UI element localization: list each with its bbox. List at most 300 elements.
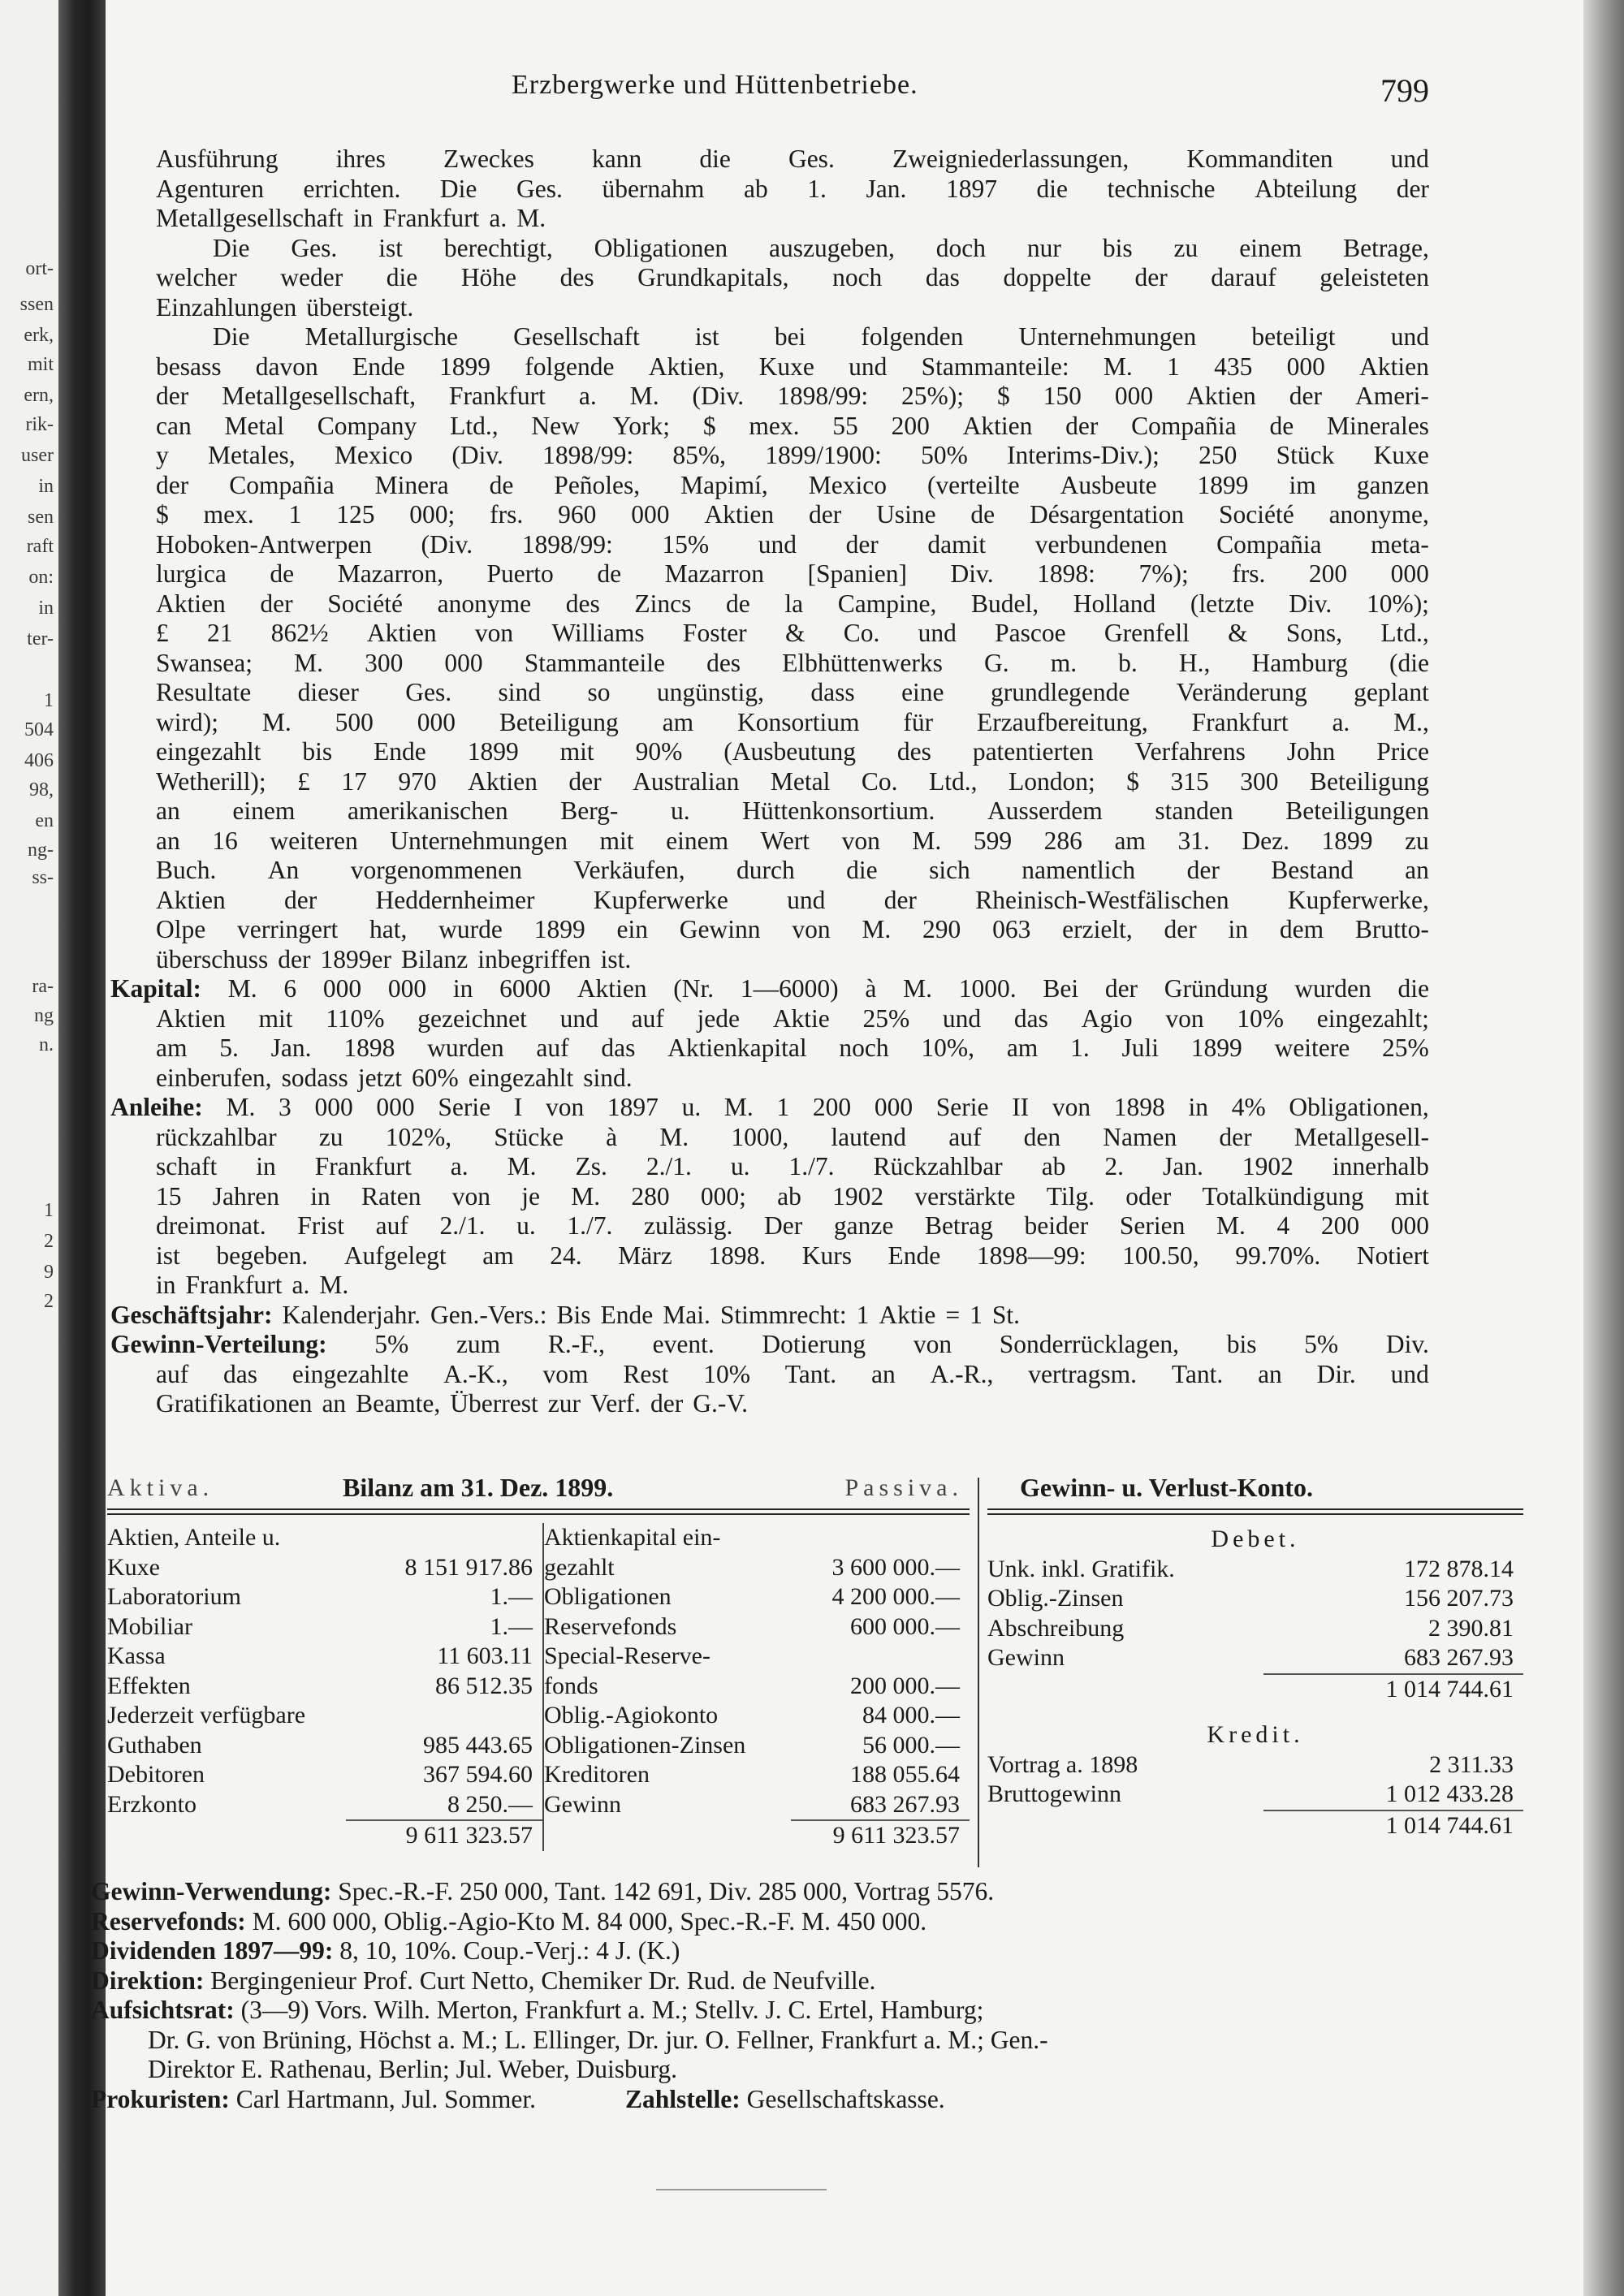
word: und (918, 619, 957, 647)
word: der (1164, 915, 1197, 943)
word: 1898/99: (542, 441, 634, 469)
table-row (544, 1553, 970, 1583)
word: von (545, 1093, 585, 1121)
word: Ges. (516, 174, 563, 203)
word: Bis (556, 1300, 591, 1329)
word: hat, (369, 915, 408, 943)
word: Foster (682, 619, 747, 647)
word: a. (578, 382, 597, 410)
word: 862½ (270, 619, 329, 647)
word: 85%, (672, 441, 727, 469)
text-line (156, 1271, 1429, 1301)
text-line (156, 678, 1429, 708)
word: mex. (203, 500, 254, 529)
word: den (1023, 1122, 1061, 1151)
word: die (1036, 174, 1069, 203)
word: eingezahlt; (1316, 1003, 1429, 1033)
word: u. (516, 1211, 536, 1240)
word: Mai. (663, 1300, 710, 1329)
word: Anleihe: (110, 1093, 203, 1121)
table-row (544, 1790, 970, 1820)
word: Rückzahlbar (873, 1152, 1003, 1180)
word: Ende (888, 1241, 941, 1270)
word: Aktie (879, 1300, 936, 1329)
word: Ges. (405, 678, 452, 706)
word: Verkäufen, (573, 856, 685, 884)
word: doch (935, 233, 986, 262)
word: Betrage, (1343, 233, 1429, 262)
page-edge-shadow (1583, 0, 1624, 2296)
word: die (1397, 974, 1429, 1003)
word: Erzaufbereitung, (976, 707, 1148, 736)
word: Rest (623, 1359, 669, 1388)
word: Williams (551, 619, 645, 647)
word: M. (227, 974, 257, 1003)
word: lautend (831, 1122, 907, 1151)
word: die (699, 145, 731, 173)
word: 10%, (921, 1034, 975, 1062)
word: 100.50, (1122, 1241, 1199, 1270)
text-line (156, 322, 1429, 352)
word: Aktien (156, 1003, 226, 1033)
word: eingezahlte (292, 1359, 409, 1388)
footer-value: M. 600 000, Oblig.-Agio-Kto M. 84 000, Spec.-R.-F. M. 450 000. (245, 1906, 927, 1936)
footer-value: 8, 10, 10%. Coup.-Verj.: 4 J. (K.) (333, 1936, 680, 1965)
word: Bestand (1271, 856, 1354, 884)
word: Kupferwerke (593, 885, 728, 914)
word: doppelte (1003, 263, 1091, 291)
word: der (845, 529, 879, 559)
word: Mexico (808, 470, 887, 499)
row-amount (960, 1642, 970, 1672)
word: von (451, 1181, 490, 1211)
word: Metal (224, 411, 284, 440)
word: 2./1. (646, 1152, 692, 1180)
text-line (110, 974, 1429, 1004)
footer-key: Prokuristen: (91, 2084, 230, 2113)
word: der (156, 382, 189, 410)
word: des (706, 648, 741, 677)
word: $ (1126, 766, 1139, 796)
word: anonyme (437, 589, 532, 618)
word: Serien (1119, 1211, 1186, 1240)
word: auf (156, 1359, 189, 1388)
word: 000 (1390, 1211, 1429, 1240)
word: in (310, 1181, 330, 1211)
word: 25% (862, 1003, 910, 1033)
bilanz-title: Bilanz am 31. Dez. 1899. (343, 1473, 614, 1502)
footer-key: Dividenden 1897—99: (91, 1936, 334, 1965)
word: sind. (583, 1063, 633, 1092)
word: Gratifikationen (156, 1389, 313, 1418)
word: sodass (281, 1063, 348, 1092)
word: Überrest (450, 1389, 538, 1418)
total-amount: 9 611 323.57 (832, 1822, 960, 1849)
passiva-label: Passiva. (844, 1474, 963, 1501)
row-label: Kuxe (107, 1553, 160, 1581)
word: An (267, 856, 300, 884)
table-row (544, 1582, 970, 1612)
word: 1. (807, 174, 827, 203)
word: bis (302, 737, 333, 766)
word: Verf. (590, 1389, 641, 1418)
word: der (1289, 382, 1322, 410)
word: an (870, 1359, 896, 1388)
word: vorgenommenen (350, 856, 522, 884)
word: auf (631, 1003, 664, 1033)
word: ungünstig, (656, 678, 765, 706)
word: Tant. (1171, 1359, 1224, 1388)
footer-value: Gesellschaftskasse. (740, 2084, 945, 2113)
word: 125 (336, 500, 375, 529)
word: an (1405, 856, 1429, 884)
word: 000 (444, 648, 483, 677)
word: $ (996, 382, 1010, 410)
word: von (1052, 1093, 1091, 1121)
word: Ges. (291, 233, 338, 262)
word: Société (327, 589, 403, 618)
word: und (758, 529, 797, 559)
word: Aktie (772, 1003, 830, 1033)
margin-fragment: ss- (32, 867, 54, 888)
word: Tilg. (1046, 1181, 1095, 1211)
word: von (841, 826, 880, 855)
text-line (156, 1389, 1429, 1419)
word: das (223, 1359, 258, 1388)
word: M. (903, 974, 932, 1003)
table-row (987, 1643, 1523, 1673)
word: Gewinn-Verteilung: (110, 1330, 327, 1358)
word: Unternehmungen (1018, 322, 1197, 351)
word: Metallurgische (304, 322, 458, 351)
word: 7%); (1138, 559, 1189, 588)
word: Holland (1073, 589, 1156, 618)
word: jede (697, 1003, 741, 1033)
word: schaft (156, 1152, 218, 1180)
margin-fragment: 98, (29, 779, 54, 801)
word: bis (1226, 1330, 1257, 1358)
margin-fragment: n. (39, 1034, 54, 1055)
table-row (107, 1672, 542, 1702)
row-amount: 56 000.— (862, 1731, 960, 1759)
word: wurden (1294, 974, 1371, 1003)
total-row (791, 1819, 970, 1851)
word: 25% (1382, 1034, 1429, 1062)
margin-fragment: 406 (24, 750, 54, 771)
row-label: Abschreibung (987, 1614, 1125, 1642)
word: Bilanz (400, 944, 469, 973)
word: Obligationen (594, 233, 728, 262)
row-amount: 11 603.11 (437, 1642, 533, 1669)
word: kann (592, 145, 642, 173)
word: 1899 (1197, 470, 1249, 499)
word: Hüttenkonsortium. (742, 796, 935, 825)
word: erzielt, (1062, 915, 1133, 943)
table-row (107, 1582, 542, 1612)
word: der (568, 766, 602, 796)
word: Ausbeute (1060, 470, 1157, 499)
word: II (1012, 1093, 1030, 1121)
word: Ltd., (928, 766, 978, 796)
word: meta- (1371, 529, 1429, 559)
row-amount: 367 594.60 (423, 1761, 533, 1788)
word: 1 (970, 1300, 983, 1329)
word: à (865, 974, 877, 1003)
text-line (156, 1152, 1429, 1182)
word: 960 (558, 500, 597, 529)
word: 1898/99: (521, 529, 613, 559)
word: Serie (935, 1093, 989, 1121)
word: 1000, (731, 1122, 789, 1151)
word: zu (1173, 233, 1199, 262)
word: an (156, 826, 180, 855)
row-amount: 683 267.93 (850, 1790, 960, 1818)
row-label: Aktien, Anteile u. (107, 1524, 281, 1551)
word: 5% (1304, 1330, 1339, 1358)
word: der (650, 1389, 684, 1418)
word: 300 (1240, 766, 1279, 796)
text-line (156, 559, 1429, 589)
page-number: 799 (1380, 72, 1429, 109)
word: nur (1026, 233, 1061, 262)
margin-fragment: 1 (44, 690, 54, 711)
word: R.-F., (547, 1330, 605, 1358)
word: zum (456, 1330, 501, 1358)
word: geleisteten (1320, 263, 1429, 291)
word: Aktien (1186, 382, 1256, 410)
text-line (156, 796, 1429, 826)
word: Gewinn (679, 915, 761, 943)
row-label: Gewinn (987, 1644, 1065, 1671)
word: de (970, 500, 996, 529)
word: 150 (1043, 382, 1082, 410)
word: Geschäftsjahr: (110, 1300, 273, 1329)
row-label: Special-Reserve- (544, 1642, 710, 1669)
row-amount: 8 250.— (447, 1790, 533, 1818)
word: Abteilung (1255, 174, 1358, 203)
word: (letzte (1190, 589, 1255, 618)
margin-fragment: ort- (25, 258, 54, 279)
word: Stammanteile (524, 648, 665, 677)
word: Bei (1043, 974, 1079, 1003)
word: 000 (631, 500, 670, 529)
word: innerhalb (1332, 1152, 1429, 1180)
table-row (544, 1701, 970, 1731)
word: technische (1107, 174, 1216, 203)
word: Grenfell (1104, 619, 1190, 647)
word: Gen.-Vers.: (430, 1300, 547, 1329)
word: Metal (770, 766, 831, 796)
word: 000 (314, 1093, 353, 1121)
word: wird); (156, 707, 218, 736)
bilanz-table (107, 1471, 970, 1851)
word: der (1134, 263, 1168, 291)
text-line (156, 1182, 1429, 1212)
word: Jahren (212, 1181, 279, 1211)
word: Aktien, (648, 352, 725, 381)
text-line (156, 263, 1429, 293)
row-amount: 8 151 917.86 (404, 1553, 533, 1581)
word: (verteilte (926, 470, 1020, 499)
word: M. (261, 707, 292, 736)
word: Sonderrücklagen, (999, 1330, 1180, 1358)
word: der (808, 500, 842, 529)
footer-line (91, 1877, 1431, 1907)
word: Hoboken-Antwerpen (156, 529, 372, 559)
word: 1898 (1113, 1093, 1165, 1121)
word: 200 (1320, 1211, 1360, 1240)
word: la (784, 589, 804, 618)
word: Hamburg (1251, 648, 1348, 677)
text-line (156, 1004, 1429, 1034)
word: je (521, 1181, 540, 1211)
row-label: Bruttogewinn (987, 1780, 1121, 1807)
text-line (156, 234, 1429, 264)
word: 063 (992, 915, 1031, 943)
word: Stücke (494, 1122, 564, 1151)
word: im (1289, 470, 1316, 499)
word: der (156, 470, 189, 499)
word: März (618, 1241, 672, 1270)
total-row (1263, 1810, 1523, 1841)
margin-fragment: rik- (25, 414, 54, 435)
table-row (544, 1523, 970, 1553)
word: Dir. (1316, 1359, 1356, 1388)
word: der (278, 944, 311, 973)
word: errichten. (303, 174, 401, 203)
word: Buch. (156, 856, 217, 884)
word: lurgica (156, 559, 227, 588)
word: M. (507, 1152, 537, 1180)
gv-title: Gewinn- u. Verlust-Konto. (1020, 1473, 1313, 1502)
word: und (1390, 1359, 1429, 1388)
word: Kuxe (1373, 441, 1429, 469)
text-line (156, 1034, 1429, 1064)
word: I (513, 1093, 523, 1121)
word: Veränderung (1176, 678, 1307, 706)
word: weiteren (270, 826, 358, 855)
word: Resultate (156, 678, 252, 706)
word: Mapimí, (680, 470, 768, 499)
word: wurden (427, 1034, 504, 1062)
row-label: Gewinn (544, 1790, 621, 1818)
text-line (156, 175, 1429, 205)
word: 1 (1167, 352, 1180, 381)
text-line (110, 1330, 1429, 1360)
margin-fragment: sen (28, 507, 54, 528)
word: Kapital: (110, 974, 202, 1003)
text-line (156, 737, 1429, 767)
word: A.-R., (930, 1359, 994, 1388)
word: Mazarron, (337, 559, 443, 588)
word: a. (1332, 707, 1350, 736)
word: £ (156, 619, 169, 647)
word: ist (694, 322, 719, 351)
word: 286 (1043, 826, 1082, 855)
word: wurde (438, 915, 503, 943)
word: mex. (749, 411, 800, 440)
table-row (544, 1642, 970, 1672)
footer-line (91, 1936, 1431, 1966)
table-row (987, 1614, 1523, 1644)
footer-key: Aufsichtsrat: (91, 1996, 235, 2024)
word: M. (629, 382, 659, 410)
table-divider (978, 1478, 979, 1867)
total-amount: 1 014 744.61 (1385, 1811, 1514, 1839)
word: Kurs (801, 1241, 852, 1270)
word: grundlegende (990, 678, 1130, 706)
word: verstärkte (914, 1181, 1016, 1211)
word: durch (736, 856, 795, 884)
word: 290 (922, 915, 961, 943)
word: 000 (1114, 382, 1154, 410)
word: Ende (352, 352, 405, 381)
word: A.-K., (443, 1359, 508, 1388)
word: 1898—99: (976, 1241, 1086, 1270)
word: geplant (1354, 678, 1429, 706)
word: Co. (861, 766, 898, 796)
word: Obligationen, (1289, 1093, 1429, 1121)
word: für (903, 707, 934, 736)
row-label: Laboratorium (107, 1583, 241, 1610)
word: York; (612, 411, 671, 440)
word: 000 (322, 974, 362, 1003)
text-line (156, 856, 1429, 886)
word: ist (378, 233, 403, 262)
word: M. (1103, 352, 1133, 381)
word: welcher (156, 263, 237, 291)
word: (die (1389, 648, 1429, 677)
word: Beamte, (356, 1389, 441, 1418)
word: Berg- (560, 796, 619, 825)
word: zu (318, 1122, 343, 1151)
margin-fragment: en (35, 810, 54, 831)
word: gezeichnet (417, 1003, 527, 1033)
word: Aktien (468, 766, 538, 796)
word: Aktien (156, 589, 226, 618)
word: 1898: (1037, 559, 1095, 588)
word: 300 (365, 648, 404, 677)
margin-fragment: ter- (27, 628, 54, 650)
word: Ende (600, 1300, 654, 1329)
word: der (260, 589, 293, 618)
margin-fragment: ng (34, 1005, 54, 1026)
row-amount: 200 000.— (850, 1672, 960, 1699)
word: Olpe (156, 915, 206, 943)
word: 1./7. (567, 1211, 613, 1240)
word: 90% (635, 737, 683, 766)
margin-fragment: in (38, 598, 54, 619)
word: 110% (326, 1003, 385, 1033)
word: Zweigniederlassungen, (892, 145, 1129, 173)
word: Einzahlungen (156, 292, 297, 322)
word: Mazarron (664, 559, 765, 588)
row-label: Vortrag a. 1898 (987, 1750, 1138, 1778)
page-end-rule (656, 2189, 827, 2190)
word: überschuss (156, 944, 269, 973)
word: 1898. (708, 1241, 767, 1270)
footer-value: Dr. G. von Brüning, Höchst a. M.; L. Ellinger, Dr. jur. O. Fellner, Frankfurt a. M.; Gen.- (148, 2025, 1048, 2054)
text-line (156, 1064, 1429, 1094)
word: Ausführung (156, 145, 279, 173)
footer-key: Gewinn-Verwendung: (91, 1877, 332, 1905)
word: 000 (1286, 352, 1325, 381)
word: Höhe (460, 263, 517, 291)
row-amount: 985 443.65 (423, 1731, 533, 1759)
word: 435 (1214, 352, 1253, 381)
header-rule (987, 1508, 1523, 1515)
row-label: Obligationen (544, 1583, 672, 1610)
